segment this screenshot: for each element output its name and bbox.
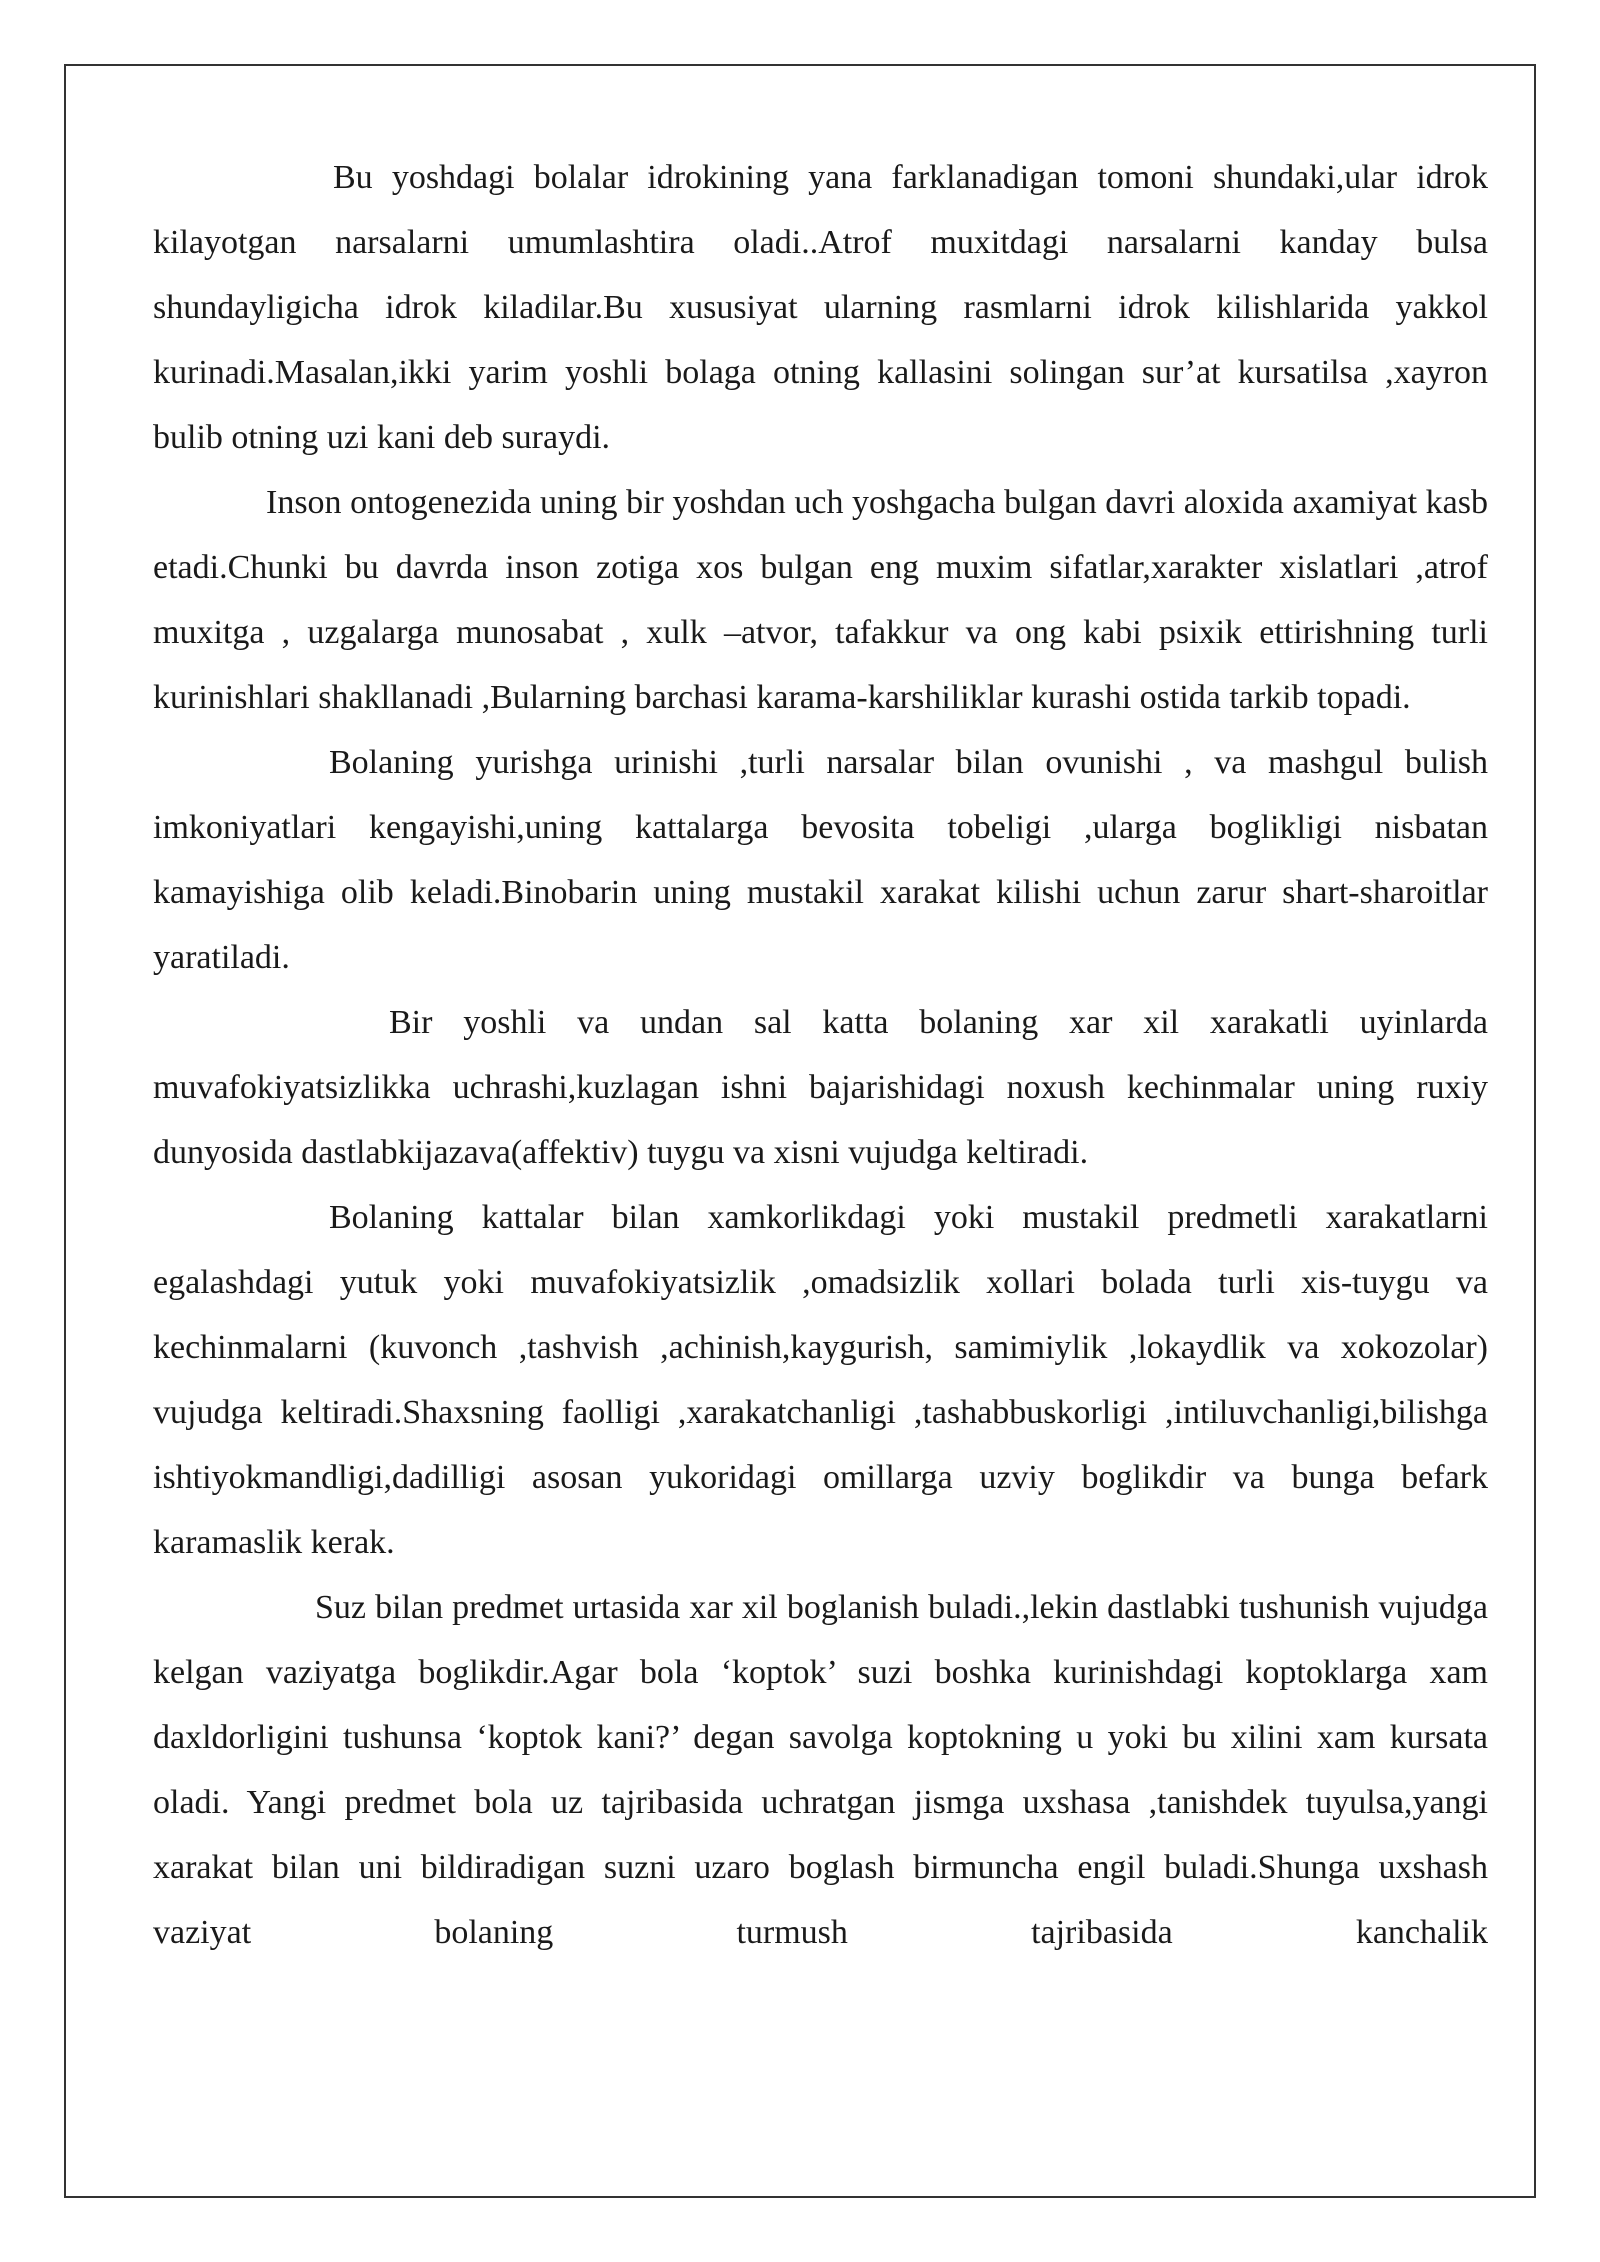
paragraph-6: Suz bilan predmet urtasida xar xil boglanish buladi.,lekin dastlabki tushunish vujudga kelgan vaziyatga boglikdir.Agar bola ‘koptok’ suzi boshka kurinishdagi koptoklarga xam daxldorligini tushunsa ‘koptok kani?’ degan savolga koptokning u yoki bu xilini xam kursata oladi. Yangi predmet bola uz tajribasida uchratgan jismga uxshasa ,tanishdek tuyulsa,yangi xarakat bilan uni bildiradigan suzni uzaro boglash birmuncha engil buladi.Shunga uxshash vaziyat bolaning turmush tajribasida kanchalik (153, 1589, 1488, 1951)
paragraph-4: Bir yoshli va undan sal katta bolaning xar xil xarakatli uyinlarda muvafokiyatsizlikka uchrashi,kuzlagan ishni bajarishidagi noxush kechinmalar uning ruxiy dunyosida dastlabkijazava(affektiv) tuygu va xisni vujudga keltiradi. (153, 1004, 1488, 1171)
paragraph-2: Inson ontogenezida uning bir yoshdan uch yoshgacha bulgan davri aloxida axamiyat kasb etadi.Chunki bu davrda inson zotiga xos bulgan eng muxim sifatlar,xarakter xislatlari ,atrof muxitga , uzgalarga munosabat , xulk –atvor, tafakkur va ong kabi psixik ettirishning turli kurinishlari shakllanadi ,Bularning barchasi karama-karshiliklar kurashi ostida tarkib topadi. (153, 484, 1488, 716)
document-body (153, 145, 1488, 1965)
paragraph-5: Bolaning kattalar bilan xamkorlikdagi yoki mustakil predmetli xarakatlarni egalashdagi yutuk yoki muvafokiyatsizlik ,omadsizlik xollari bolada turli xis-tuygu va kechinmalarni (kuvonch ,tashvish ,achinish,kaygurish, samimiylik ,lokaydlik va xokozolar) vujudga keltiradi.Shaxsning faolligi ,xarakatchanligi ,tashabbuskorligi ,intiluvchanligi,bilishga ishtiyokmandligi,dadilligi asosan yukoridagi omillarga uzviy boglikdir va bunga befark karamaslik kerak. (153, 1199, 1488, 1561)
paragraph-1: Bu yoshdagi bolalar idrokining yana farklanadigan tomoni shundaki,ular idrok kilayotgan narsalarni umumlashtira oladi..Atrof muxitdagi narsalarni kanday bulsa shundayligicha idrok kiladilar.Bu xususiyat ularning rasmlarni idrok kilishlarida yakkol kurinadi.Masalan,ikki yarim yoshli bolaga otning kallasini solingan sur’at kursatilsa ,xayron bulib otning uzi kani deb suraydi. (153, 159, 1488, 456)
paragraph-3: Bolaning yurishga urinishi ,turli narsalar bilan ovunishi , va mashgul bulish imkoniyatlari kengayishi,uning kattalarga bevosita tobeligi ,ularga boglikligi nisbatan kamayishiga olib keladi.Binobarin uning mustakil xarakat kilishi uchun zarur shart-sharoitlar yaratiladi. (153, 744, 1488, 976)
